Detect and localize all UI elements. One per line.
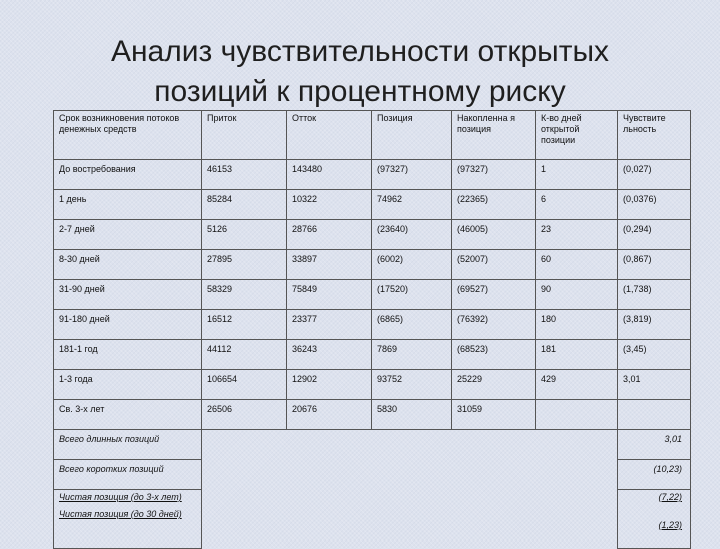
- header-cell: Накопленна я позиция: [452, 111, 536, 160]
- table-cell: 1: [536, 160, 618, 190]
- table-cell: (68523): [452, 340, 536, 370]
- table-cell: 16512: [202, 310, 287, 340]
- table-cell: 44112: [202, 340, 287, 370]
- title-line-1: Анализ чувствительности открытых: [110, 35, 610, 68]
- table-cell: До востребования: [54, 160, 202, 190]
- sensitivity-table: [53, 110, 691, 549]
- table-cell: 93752: [372, 370, 452, 400]
- table-cell: 74962: [372, 190, 452, 220]
- table-cell: (97327): [452, 160, 536, 190]
- summary-row: [54, 460, 691, 490]
- net-position-value: (1,23): [658, 520, 682, 530]
- table-cell: 23377: [287, 310, 372, 340]
- table-cell: 180: [536, 310, 618, 340]
- table-row: [54, 340, 691, 370]
- slide-title: [0, 32, 720, 112]
- table-row: [54, 310, 691, 340]
- table-cell: [536, 400, 618, 430]
- table-cell: (3,45): [618, 340, 691, 370]
- table-row: [54, 250, 691, 280]
- table-cell: 12902: [287, 370, 372, 400]
- table-cell: 106654: [202, 370, 287, 400]
- net-position-value: (7,22): [658, 492, 682, 502]
- net-position-label: Чистая позиция (до 30 дней): [59, 509, 182, 519]
- table-cell: 58329: [202, 280, 287, 310]
- table-cell: 5126: [202, 220, 287, 250]
- table-cell: 20676: [287, 400, 372, 430]
- table-cell: 1-3 года: [54, 370, 202, 400]
- header-cell: К-во дней открытой позиции: [536, 111, 618, 160]
- net-position-label: Чистая позиция (до 3-х лет): [59, 492, 182, 502]
- table-cell: 23: [536, 220, 618, 250]
- table-cell: 3,01: [618, 370, 691, 400]
- summary-row: [54, 430, 691, 460]
- summary-label: Всего коротких позиций: [54, 460, 202, 490]
- table-cell: 31-90 дней: [54, 280, 202, 310]
- table-cell: (0,027): [618, 160, 691, 190]
- table-cell: (3,819): [618, 310, 691, 340]
- table-cell: 181: [536, 340, 618, 370]
- table-cell: 143480: [287, 160, 372, 190]
- table-row: [54, 220, 691, 250]
- table-row: [54, 280, 691, 310]
- table-cell: 90: [536, 280, 618, 310]
- table-cell: 6: [536, 190, 618, 220]
- summary-value: 3,01: [618, 430, 691, 460]
- table-cell: 10322: [287, 190, 372, 220]
- header-cell: Приток: [202, 111, 287, 160]
- table-cell: 25229: [452, 370, 536, 400]
- table-cell: 1 день: [54, 190, 202, 220]
- table-cell: (0,867): [618, 250, 691, 280]
- table-body: [54, 111, 691, 549]
- table-cell: 8-30 дней: [54, 250, 202, 280]
- table-cell: 31059: [452, 400, 536, 430]
- header-cell: Позиция: [372, 111, 452, 160]
- table-cell: Св. 3-х лет: [54, 400, 202, 430]
- table-cell: 28766: [287, 220, 372, 250]
- summary-empty: [202, 460, 618, 490]
- table-cell: 46153: [202, 160, 287, 190]
- table-cell: (22365): [452, 190, 536, 220]
- table-cell: 27895: [202, 250, 287, 280]
- table-cell: 5830: [372, 400, 452, 430]
- table-cell: (6865): [372, 310, 452, 340]
- table-row: [54, 400, 691, 430]
- table-cell: (69527): [452, 280, 536, 310]
- table-cell: 26506: [202, 400, 287, 430]
- table-cell: 7869: [372, 340, 452, 370]
- table-row: [54, 370, 691, 400]
- summary-label: Всего длинных позиций: [54, 430, 202, 460]
- table-cell: (76392): [452, 310, 536, 340]
- table-cell: 33897: [287, 250, 372, 280]
- title-line-2: позиций к процентному риску: [154, 75, 566, 108]
- table-cell: (1,738): [618, 280, 691, 310]
- table-cell: (6002): [372, 250, 452, 280]
- table-cell: 91-180 дней: [54, 310, 202, 340]
- header-cell: Отток: [287, 111, 372, 160]
- table-cell: (97327): [372, 160, 452, 190]
- table-cell: 60: [536, 250, 618, 280]
- table-cell: 85284: [202, 190, 287, 220]
- table-cell: 75849: [287, 280, 372, 310]
- table-cell: (0,294): [618, 220, 691, 250]
- table-cell: [618, 400, 691, 430]
- table-cell: 2-7 дней: [54, 220, 202, 250]
- header-cell: Чувствите льность: [618, 111, 691, 160]
- table-cell: (52007): [452, 250, 536, 280]
- table-cell: 36243: [287, 340, 372, 370]
- table-cell: (0,0376): [618, 190, 691, 220]
- summary-empty: [202, 430, 618, 460]
- table-row: [54, 160, 691, 190]
- table-cell: (17520): [372, 280, 452, 310]
- table-row: [54, 190, 691, 220]
- header-row: [54, 111, 691, 160]
- table-cell: 181-1 год: [54, 340, 202, 370]
- table-cell: (23640): [372, 220, 452, 250]
- header-cell: Срок возникновения потоков денежных средств: [54, 111, 202, 160]
- summary-value: (10,23): [618, 460, 691, 490]
- table-cell: (46005): [452, 220, 536, 250]
- table-cell: 429: [536, 370, 618, 400]
